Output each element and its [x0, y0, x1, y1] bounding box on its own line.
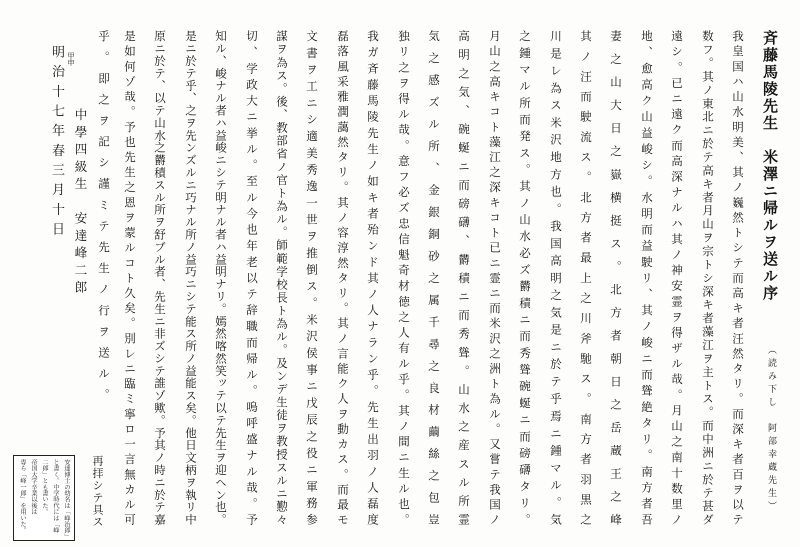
author-signature: 中學四級生 安達峰二郎: [73, 108, 88, 293]
text-column: 之鍾マル所而発ス。其ノ山水必ズ欝積ニ而秀聳碗蜒ニ而磅礴タリ。: [518, 30, 532, 525]
text-column: 数フ。其ノ東北ニ於テ高キ者月山ヲ宗トシ深キ者藻江ヲ主トス。而中洲ニ於テ甚ダ: [701, 30, 715, 525]
footnote-line: 安達博士の幼名は「峰治郎」: [63, 459, 70, 540]
era-annotation: 甲申: [67, 52, 75, 66]
footnote-line: 帝国大学卒業以後は: [30, 459, 37, 515]
footnote-box: [13, 455, 75, 541]
text-column: 妻之山大日之嶽横挺ス。北方者朝日之岳蔵王之峰: [609, 30, 623, 525]
text-column: 地、愈高ク山益峻シ。水明而益駛リ、其ノ峻ニ而聳絶タリ。南方者吾: [640, 30, 654, 525]
footnote-line: と書く。中学時代には「峰: [52, 459, 59, 534]
text-column: 遠シ。已ニ遠ク而高深ナルハ其ノ神安霊ヲ得ザル哉。月山之南十数里ノ: [670, 30, 684, 525]
footnote-line: 二郎」とも書いた。: [41, 459, 48, 515]
text-column: 独リ之ヲ得ル哉。意フ必ズ忠信魁奇材徳之人有ル乎。其ノ間ニ生ル也。: [397, 30, 411, 525]
text-column: 謀ヲ為ス。後、教部省ノ官ト為ル。師範学校長ト為ル。及ンデ生徒ヲ教授スルニ懃々: [275, 30, 289, 525]
date-line: 明治十七年春三月十日: [49, 45, 64, 235]
text-column: 原ニ於テ、以テ山水之欝積スル所ヲ舒ブル者、先生ニ非ズシテ誰ゾ歟。予其ノ時ニ於テ嘉: [153, 30, 167, 525]
text-column: 知ル、峻ナル者ハ益峻ニシテ明ナル者ハ益明ナリ。嫣然喀然笑ッテ以テ先生ヲ迎ヘン也。: [214, 30, 228, 525]
text-column: 月山之高キコト藻江之深キコト已ニ霊ニ而米沢之洲ト為ル。又嘗テ我国ノ: [488, 30, 502, 525]
document-title: 斉藤馬陵先生 米澤ニ帰ルヲ送ル序: [761, 30, 779, 302]
text-column: 我皇国ハ山水明美、其ノ巍然トシテ而高キ者汪然タリ。而深キ者百ヲ以テ: [731, 30, 745, 525]
text-column: 磊落風采雅潤藹然タリ。其ノ容淳然タリ。其ノ言能ク人ヲ動カス。而最モ: [336, 30, 350, 525]
footnote-line: 専ら「峰一郎」を用いた。: [19, 459, 26, 534]
closing-line: 乎。即之ヲ記シ謹ミテ先生ノ行ヲ送ル。: [97, 30, 111, 400]
salutation: 再拝シテ具ス: [91, 455, 104, 527]
text-column: 我ガ斉藤馬陵先生ノ如キ者殆ンド其ノ人ナラン乎。先生出羽ノ人磊度: [366, 30, 380, 525]
text-column: 気之感ズル所、金銀銅砂之属千尋之良材繭絲之包豈: [427, 30, 441, 525]
text-column: 文書ヲ工ニシ適美秀逸一世ヲ推倒ス。米沢侯事ニ戊辰之役ニ軍務参: [305, 30, 319, 525]
text-column: 是ニ於テ乎、之ヲ先ンズルニ巧ナル所ノ益巧ニシテ能ス所ノ益能ス矣。他日文柄ヲ執リ中: [184, 30, 198, 525]
text-column: 切、学政大ニ挙ル。至ル今也年老以テ辞職而帰ル。嗚呼盛ナル哉。予: [245, 30, 259, 525]
reading-note: （読み下し 阿部幸蔵先生）: [766, 345, 776, 510]
text-column: 其ノ汪而駛流ス。北方者最上之川斧馳ス。南方者羽黒之: [579, 30, 593, 525]
text-column: 川是レ為ス米沢地方也。我国高明之気是ニ於テ乎焉ニ鍾マル。気: [549, 30, 563, 525]
text-column: 是如何ゾ哉。予也先生之恩ヲ蒙ルコト久矣。別レニ臨ミ寧ロ一言無カル可: [123, 30, 137, 525]
footnote-text: [17, 459, 72, 539]
text-column: 高明之気、碗蜒ニ而磅礴、欝積ニ而秀聳。山水之産スル所霊: [457, 30, 471, 525]
